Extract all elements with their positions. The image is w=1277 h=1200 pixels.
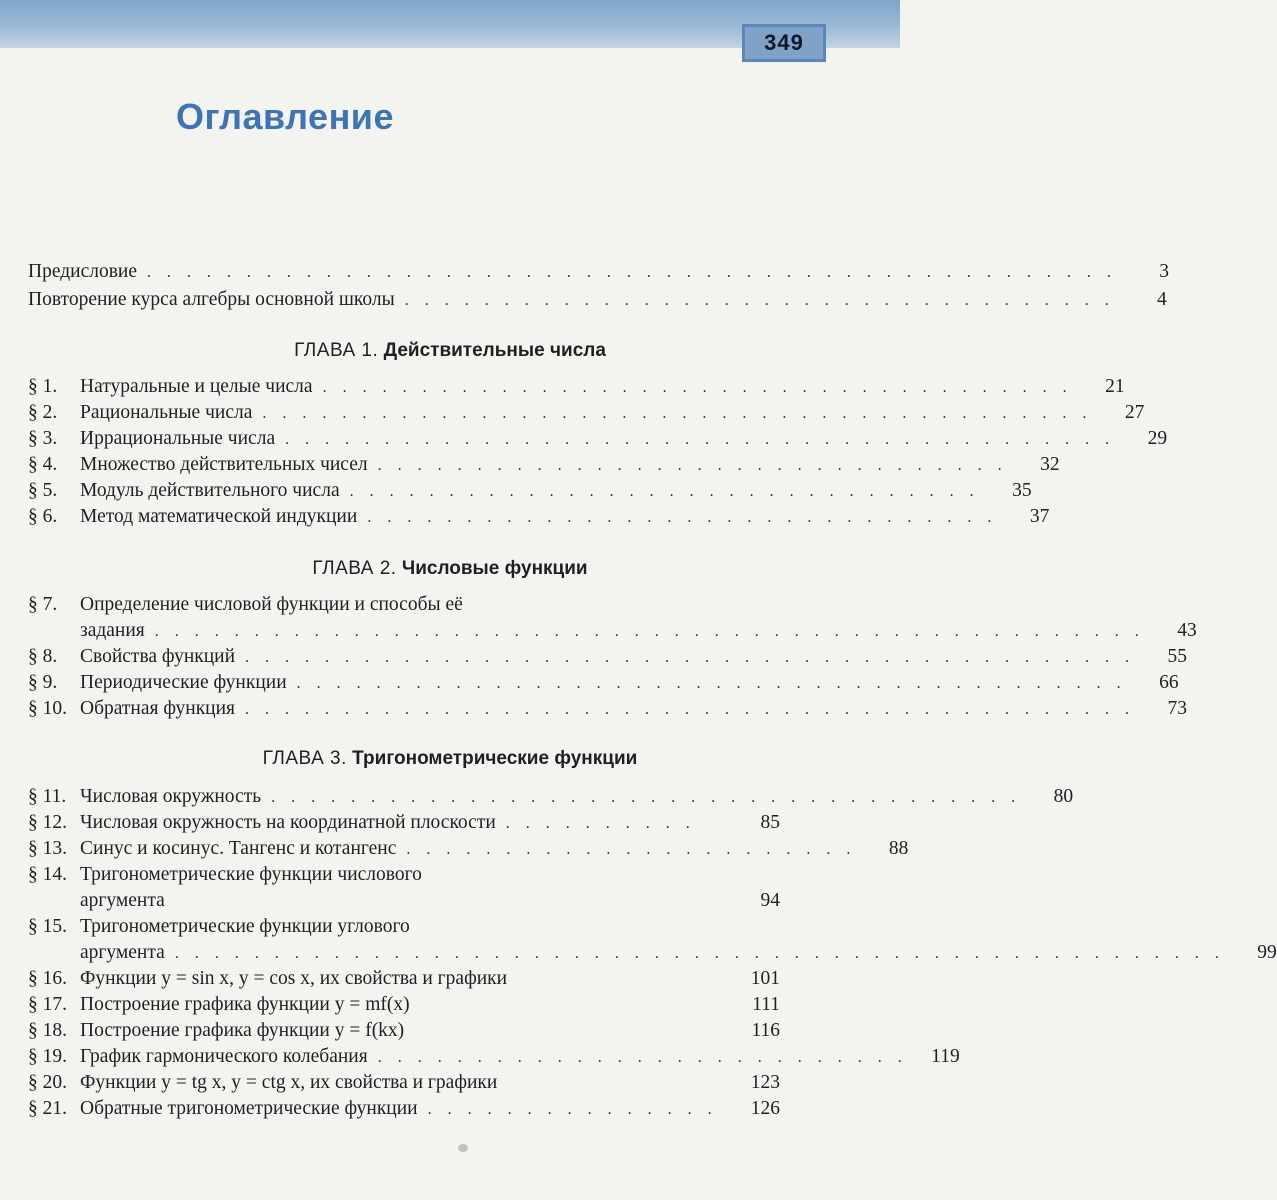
entry-page: 123	[750, 1072, 780, 1093]
entry-page: 99	[1257, 942, 1277, 963]
toc-entry[interactable]	[28, 1020, 780, 1046]
entry-page: 4	[1156, 289, 1167, 310]
entry-page: 66	[1159, 672, 1179, 693]
dot-leader	[507, 1075, 728, 1093]
section-number: § 9.	[28, 672, 58, 693]
entry-title-continuation: задания	[80, 620, 145, 641]
dot-leader	[420, 997, 728, 1015]
entry-title: Построение графика функции y = mf(x)	[80, 994, 410, 1015]
toc-entry[interactable]	[28, 376, 1125, 402]
dot-leader: . . . . . . . . . . . . . . . . . . . . . . . . . . .	[377, 1049, 908, 1066]
entry-title-continuation: аргумента	[80, 942, 165, 963]
entry-title: Периодические функции	[80, 672, 287, 693]
toc-entry[interactable]	[28, 1098, 780, 1124]
dot-leader: . . . . . . . . . . . . . . . . . . . . . . . . . . . . . . . . . . . . . .	[322, 379, 1073, 396]
entry-title: Построение графика функции y = f(kx)	[80, 1020, 405, 1041]
entry-page: 55	[1167, 646, 1188, 667]
entry-page: 126	[750, 1098, 780, 1119]
toc-entry[interactable]	[28, 864, 780, 890]
toc-entry-continuation[interactable]	[28, 890, 780, 916]
section-number: § 14.	[28, 864, 67, 885]
entry-title: Тригонометрические функции числового	[80, 864, 422, 885]
entry-page: 29	[1147, 428, 1168, 449]
page-title: Оглавление	[176, 96, 394, 137]
chapter-name: Числовые функции	[401, 558, 588, 579]
entry-title: Предисловие	[28, 261, 138, 282]
entry-title: Числовая окружность	[80, 786, 262, 807]
entry-page: 119	[931, 1046, 960, 1067]
section-number: § 4.	[28, 454, 58, 475]
entry-title: Свойства функций	[80, 646, 236, 667]
section-number: § 16.	[28, 968, 67, 989]
entry-page: 37	[1029, 506, 1050, 527]
dot-leader: . . . . . . . . . . . . . . . . . . . . . . . . . . . . . . . .	[367, 509, 998, 526]
print-smudge	[458, 1144, 468, 1152]
section-number: § 2.	[28, 402, 58, 423]
entry-title: Метод математической индукции	[80, 506, 358, 527]
toc-entry[interactable]	[28, 698, 1188, 724]
section-number: § 3.	[28, 428, 58, 449]
section-number: § 21.	[28, 1098, 67, 1119]
toc-entry[interactable]	[28, 646, 1188, 672]
chapter-label: ГЛАВА 2.	[312, 558, 397, 579]
chapter-heading-3	[0, 748, 900, 770]
section-number: § 12.	[28, 812, 67, 833]
entry-page: 88	[888, 838, 909, 859]
section-number: § 10.	[28, 698, 67, 719]
dot-leader: . . . . . . . . . . . . . . . . . . . . . . . . . . . . . . . .	[377, 457, 1008, 474]
entry-title: Обратные тригонометрические функции	[80, 1098, 418, 1119]
entry-title: График гармонического колебания	[80, 1046, 368, 1067]
chapter-label: ГЛАВА 1.	[294, 340, 379, 361]
toc-entry-review[interactable]	[28, 289, 1167, 315]
toc-entry-continuation[interactable]	[28, 620, 1197, 646]
section-number: § 11.	[28, 786, 67, 807]
toc-entry[interactable]	[28, 786, 1074, 812]
toc-entry[interactable]	[28, 838, 909, 864]
entry-title: Тригонометрические функции углового	[80, 916, 410, 937]
dot-leader: . . . . . . . . . . . . . . . . . . . . . . . . . . . . . . . . . . . . . . . . . . . . . . . . . .	[154, 623, 1145, 640]
entry-title: Функции y = sin x, y = cos x, их свойства и графики	[80, 968, 508, 989]
toc-entry[interactable]	[28, 402, 1145, 428]
toc-entry[interactable]	[28, 454, 1060, 480]
toc-entry[interactable]	[28, 506, 1050, 532]
dot-leader	[517, 971, 728, 989]
dot-leader: . . . . . . . . . . . . . . . . . . . . . . . . . . . . . . . . . . . . . . . . . .	[285, 431, 1116, 448]
chapter-heading-1	[0, 340, 900, 362]
dot-leader: . . . . . . . . . . . . . . . . . . . . . . . . . . . . . . . . . . . . . .	[271, 789, 1022, 806]
entry-title: Множество действительных чисел	[80, 454, 368, 475]
dot-leader: . . . . . . . . . . . . . . . . . . . . . . .	[406, 841, 857, 858]
toc-entry-preface[interactable]	[28, 261, 1170, 287]
dot-leader: . . . . . . . . . . . . . . . . . . . . . . . . . . . . . . . . . . . . . . . . . . . . .	[245, 649, 1136, 666]
section-number: § 8.	[28, 646, 58, 667]
dot-leader: . . . . . . . . . . . . . . . . . . . . . . . . . . . . . . . .	[349, 483, 980, 500]
entry-page: 32	[1040, 454, 1060, 475]
entry-page: 116	[751, 1020, 780, 1041]
dot-leader: . . . . . . . . . . . . . . . . . . . . . . . . . . . . . . . . . . . .	[404, 292, 1115, 309]
entry-page: 21	[1105, 376, 1125, 397]
toc-entry[interactable]	[28, 916, 780, 942]
toc-entry[interactable]	[28, 994, 780, 1020]
dot-leader: . . . . . . . . . . . . . . . . . . . . . . . . . . . . . . . . . . . . . . . . . . . . . . . . .	[147, 264, 1118, 281]
entry-title: Синус и косинус. Тангенс и котангенс	[80, 838, 397, 859]
chapter-name: Тригонометрические функции	[352, 748, 638, 769]
toc-entry[interactable]	[28, 594, 780, 620]
dot-leader	[414, 1023, 728, 1041]
toc-entry[interactable]	[28, 1072, 780, 1098]
entry-title: Определение числовой функции и способы её	[80, 594, 463, 615]
toc-entry[interactable]	[28, 968, 780, 994]
toc-entry[interactable]	[28, 812, 780, 838]
entry-page: 3	[1159, 261, 1170, 282]
section-number: § 5.	[28, 480, 58, 501]
section-number: § 18.	[28, 1020, 67, 1041]
entry-page: 94	[760, 890, 780, 911]
section-number: § 20.	[28, 1072, 67, 1093]
entry-page: 101	[750, 968, 780, 989]
entry-page: 35	[1012, 480, 1032, 501]
dot-leader: . . . . . . . . . . . . . . . . . . . . . . . . . . . . . . . . . . . . . . . . . . . . .	[245, 701, 1136, 718]
dot-leader: . . . . . . . . . . . . . . . . . . . . . . . . . . . . . . . . . . . . . . . . . . . . . . . . . . . . .	[174, 945, 1225, 962]
section-number: § 1.	[28, 376, 58, 397]
entry-title: Натуральные и целые числа	[80, 376, 313, 397]
toc-entry-continuation[interactable]	[28, 942, 1277, 968]
entry-page: 111	[752, 994, 780, 1015]
toc-entry[interactable]	[28, 1046, 960, 1072]
toc-entry[interactable]	[28, 672, 1179, 698]
section-number: § 13.	[28, 838, 67, 859]
dot-leader: . . . . . . . . . . . . . . . . . . . . . . . . . . . . . . . . . . . . . . . . . .	[262, 405, 1093, 422]
entry-title-continuation: аргумента	[80, 890, 165, 911]
dot-leader: . . . . . . . . . . . . . . . . . . . . . . . . . . . . . . . . . . . . . . . . . .	[296, 675, 1127, 692]
section-number: § 19.	[28, 1046, 67, 1067]
entry-page: 73	[1167, 698, 1188, 719]
section-number: § 7.	[28, 594, 58, 615]
section-number: § 17.	[28, 994, 67, 1015]
entry-title: Иррациональные числа	[80, 428, 276, 449]
entry-page: 80	[1053, 786, 1074, 807]
toc-entry[interactable]	[28, 480, 1032, 506]
entry-title: Рациональные числа	[80, 402, 253, 423]
section-number: § 6.	[28, 506, 58, 527]
entry-title: Обратная функция	[80, 698, 236, 719]
chapter-heading-2	[0, 558, 900, 580]
dot-leader: . . . . . . . . . .	[505, 815, 696, 832]
entry-title: Повторение курса алгебры основной школы	[28, 289, 395, 310]
toc-entry[interactable]	[28, 428, 1168, 454]
entry-title: Модуль действительного числа	[80, 480, 340, 501]
page-number-badge: 349	[742, 24, 826, 62]
entry-page: 43	[1177, 620, 1197, 641]
entry-title: Числовая окружность на координатной плоскости	[80, 812, 496, 833]
dot-leader	[175, 893, 728, 911]
entry-title: Функции y = tg x, y = ctg x, их свойства и графики	[80, 1072, 498, 1093]
dot-leader: . . . . . . . . . . . . . . .	[427, 1101, 718, 1118]
section-number: § 15.	[28, 916, 67, 937]
entry-page: 27	[1124, 402, 1145, 423]
entry-page: 85	[760, 812, 780, 833]
chapter-label: ГЛАВА 3.	[262, 748, 347, 769]
chapter-name: Действительные числа	[383, 340, 606, 361]
